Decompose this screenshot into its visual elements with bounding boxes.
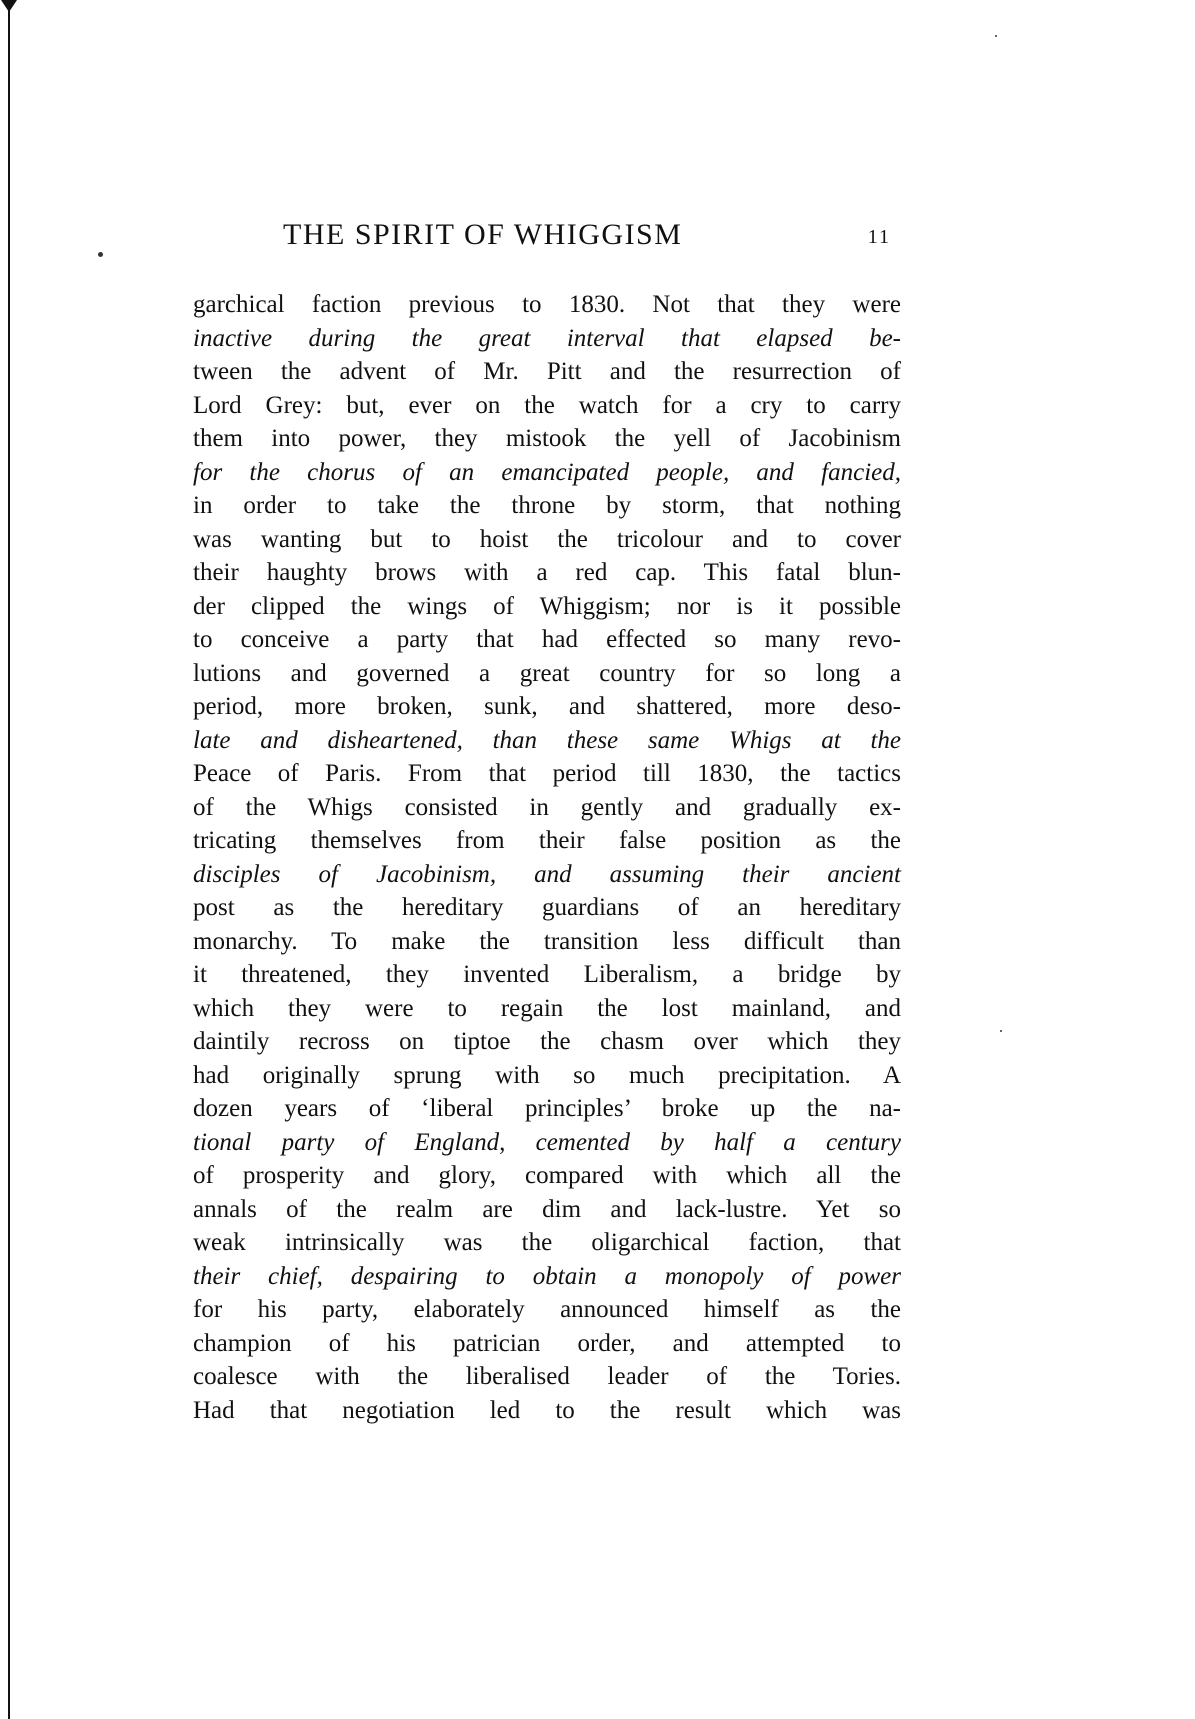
text-line: of prosperity and glory, compared with which all the <box>193 1162 901 1189</box>
text-line: lutions and governed a great country for so long a <box>193 659 901 687</box>
text-line: dozen years of ‘liberal principles’ broke up the na- <box>193 1095 901 1122</box>
scan-speck <box>1000 1030 1002 1032</box>
text-line: der clipped the wings of Whiggism; nor is it possible <box>193 592 901 620</box>
text-line: weak intrinsically was the oligarchical faction, that <box>193 1229 901 1256</box>
text-line: garchical faction previous to 1830. Not that they were <box>193 291 901 318</box>
page-number: 11 <box>867 226 891 248</box>
running-head-title: THE SPIRIT OF WHIGGISM <box>283 218 683 251</box>
text-line: it threatened, they invented Liberalism, a bridge by <box>193 961 901 988</box>
text-line: daintily recross on tiptoe the chasm over which they <box>193 1028 901 1055</box>
text-line: their haughty brows with a red cap. This fatal blun- <box>193 559 901 586</box>
text-line: was wanting but to hoist the tricolour and to cover <box>193 525 901 553</box>
text-line: inactive during the great interval that elapsed be- <box>193 324 901 352</box>
text-line: coalesce with the liberalised leader of the Tories. <box>193 1363 901 1390</box>
text-line: had originally sprung with so much precipitation. A <box>193 1061 901 1089</box>
text-line: post as the hereditary guardians of an hereditary <box>193 894 901 921</box>
text-line: Peace of Paris. From that period till 1830, the tactics <box>193 760 901 787</box>
text-line: them into power, they mistook the yell of Jacobinism <box>193 425 901 452</box>
running-head <box>193 218 901 258</box>
text-line: to conceive a party that had effected so many revo- <box>193 626 901 653</box>
page-binding-edge <box>8 4 10 1719</box>
text-line: late and disheartened, than these same Whigs at the <box>193 726 901 754</box>
text-line: for his party, elaborately announced himself as the <box>193 1296 901 1323</box>
text-line: Lord Grey: but, ever on the watch for a cry to carry <box>193 391 901 419</box>
text-line: disciples of Jacobinism, and assuming their ancient <box>193 860 901 888</box>
text-line: in order to take the throne by storm, that nothing <box>193 492 901 519</box>
text-line: tween the advent of Mr. Pitt and the resurrection of <box>193 358 901 385</box>
text-line: annals of the realm are dim and lack-lustre. Yet so <box>193 1195 901 1223</box>
body-text <box>193 288 901 1427</box>
scan-speck <box>995 35 997 37</box>
binding-edge-marker <box>1 0 17 12</box>
text-line: monarchy. To make the transition less difficult than <box>193 927 901 955</box>
text-line: tional party of England, cemented by half a century <box>193 1128 901 1156</box>
text-line: which they were to regain the lost mainland, and <box>193 994 901 1022</box>
text-line: of the Whigs consisted in gently and gradually ex- <box>193 793 901 821</box>
text-line: their chief, despairing to obtain a monopoly of power <box>193 1262 901 1290</box>
text-line: for the chorus of an emancipated people, and fancied, <box>193 458 901 486</box>
text-line: champion of his patrician order, and attempted to <box>193 1329 901 1357</box>
scan-speck <box>98 252 103 257</box>
text-line: period, more broken, sunk, and shattered, more deso- <box>193 693 901 720</box>
text-line: tricating themselves from their false position as the <box>193 827 901 854</box>
text-line: Had that negotiation led to the result which was <box>193 1396 901 1424</box>
